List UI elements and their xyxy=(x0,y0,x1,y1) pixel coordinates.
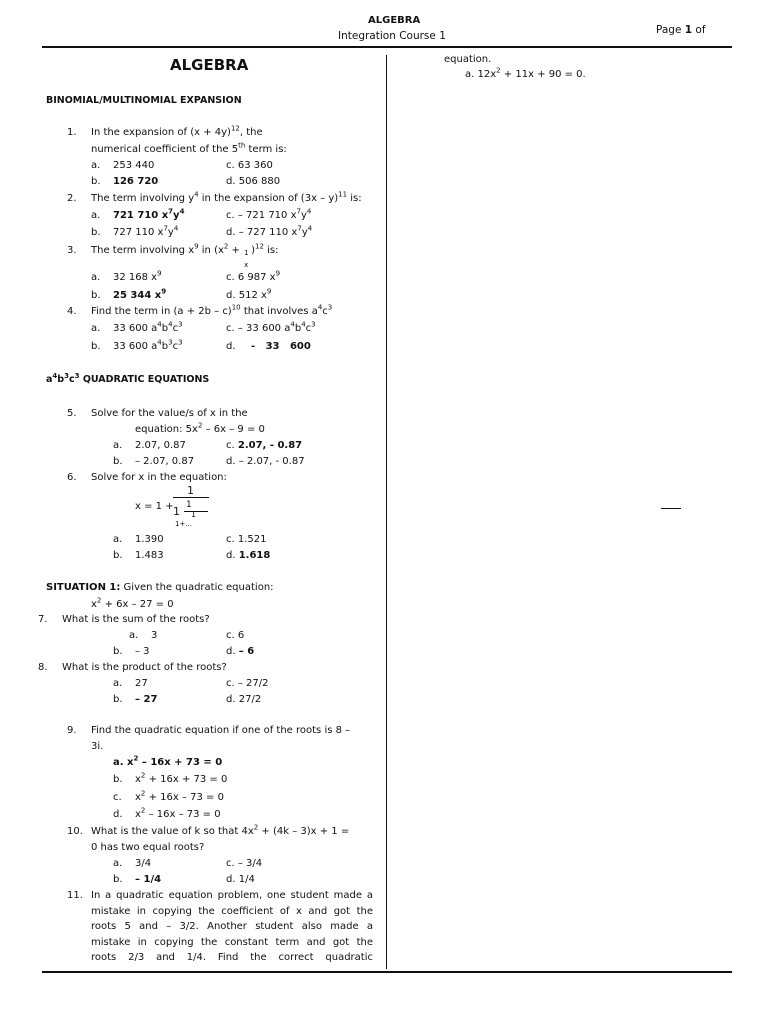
q3-s1: 9 xyxy=(194,242,199,251)
q4-c-e2: 4 xyxy=(301,320,306,329)
q4-choice-c xyxy=(226,320,316,334)
q8-choice-c xyxy=(226,678,269,689)
q4-number: 4. xyxy=(67,306,77,317)
q6-text: Solve for x in the equation: xyxy=(91,472,227,483)
rc-ans: a. 12x xyxy=(465,69,497,80)
sec2-e3: 3 xyxy=(74,371,80,380)
q1-line2 xyxy=(91,141,287,155)
letter-c: c. xyxy=(226,272,235,283)
q2-number: 2. xyxy=(67,193,77,204)
q4-c-c: c xyxy=(305,323,312,334)
q11-line-4: mistake in copying the constant term and got the xyxy=(91,937,373,948)
q9-c-sup: 2 xyxy=(140,789,146,798)
q9-line1: Find the quadratic equation if one of the roots is 8 – xyxy=(91,725,351,736)
letter-d: d. xyxy=(226,694,236,705)
q3-b-text: 25 344 x xyxy=(113,290,162,301)
q9-b-end: + 16x + 73 = 0 xyxy=(145,774,228,785)
q3-b-exp: 9 xyxy=(161,287,167,296)
q5-line1: Solve for the value/s of x in the xyxy=(91,408,248,419)
q5-l2e: – 6x – 9 = 0 xyxy=(202,424,265,435)
q6-choice-b-letter: b. xyxy=(113,550,123,561)
q6-continued-fraction xyxy=(135,484,225,532)
q1-sup2: th xyxy=(238,141,246,150)
q3-s3: 12 xyxy=(255,242,264,251)
q4-a-e2: 4 xyxy=(168,320,173,329)
q7-c-text: 6 xyxy=(237,630,245,641)
q9-b-sup: 2 xyxy=(140,771,146,780)
q7-text: What is the sum of the roots? xyxy=(62,614,210,625)
q3-frac-den: x xyxy=(244,261,249,269)
q1-text2: numerical coefficient of the 5 xyxy=(91,144,239,155)
q7-choice-b: – 3 xyxy=(135,646,150,657)
q10-choice-d xyxy=(226,874,255,885)
q9-line2: 3i. xyxy=(91,741,104,752)
q10-line1 xyxy=(91,823,350,837)
q5-c-text: 2.07, - 0.87 xyxy=(237,440,303,451)
q3-choice-c xyxy=(226,269,281,283)
q2-a-ey: 4 xyxy=(179,207,185,216)
q1-text2-end: term is: xyxy=(245,144,287,155)
q3-d-exp: 9 xyxy=(266,287,272,296)
q3-number: 3. xyxy=(67,245,77,256)
q4-t2: that involves a xyxy=(240,306,318,317)
q7-choice-a: 3 xyxy=(151,630,158,641)
q6-num1: 1 xyxy=(187,484,194,497)
q4-choice-b xyxy=(113,338,183,352)
q5-choice-b-letter: b. xyxy=(113,456,123,467)
q2-text xyxy=(91,190,362,204)
q7-choice-c xyxy=(226,630,244,641)
q1-choice-d xyxy=(226,176,280,187)
rc-sup: 2 xyxy=(496,66,501,75)
letter-d: d. xyxy=(226,290,236,301)
q5-choice-a-letter: a. xyxy=(113,440,123,451)
q2-c-ey: 4 xyxy=(306,207,312,216)
q6-choice-a-letter: a. xyxy=(113,534,123,545)
page-prefix: Page xyxy=(656,24,682,36)
q11-line-3: roots 5 and – 3/2. Another student also made a xyxy=(91,921,373,932)
q2-s2: 11 xyxy=(338,190,348,199)
q3-t1: The term involving x xyxy=(91,245,195,256)
letter-c: c. xyxy=(226,440,235,451)
q4-c-b: b xyxy=(294,323,302,334)
q11-line-1: In a quadratic equation problem, one student made a xyxy=(91,890,373,901)
q5-choice-a: 2.07, 0.87 xyxy=(135,440,186,451)
q8-c-text: – 27/2 xyxy=(237,678,269,689)
q1-choice-b: 126 720 xyxy=(113,176,159,187)
q10-choice-b-letter: b. xyxy=(113,874,123,885)
situation-equation xyxy=(91,596,174,610)
sec2-a: a xyxy=(46,374,53,385)
q5-l2: equation: 5x xyxy=(135,424,198,435)
q11-line-2: mistake in copying the coefficient of x and got the xyxy=(91,906,373,917)
q3-frac-num: 1 xyxy=(244,249,249,257)
q4-c-e3: 3 xyxy=(311,320,316,329)
q10-c-text: – 3/4 xyxy=(237,858,263,869)
right-col-answer xyxy=(465,66,586,80)
letter-d: d. xyxy=(226,176,236,187)
q9-choice-a xyxy=(113,754,223,768)
q2-b-ex: 7 xyxy=(163,224,168,233)
q6-num3: 1 xyxy=(186,500,192,510)
q1-choice-c xyxy=(226,160,273,171)
q2-a-text: 721 710 x xyxy=(113,210,169,221)
q8-choice-d xyxy=(226,694,261,705)
rc-end: + 11x + 90 = 0. xyxy=(500,69,586,80)
q3-choice-a-letter: a. xyxy=(91,272,101,283)
q10-line2: 0 has two equal roots? xyxy=(91,842,205,853)
q5-line2 xyxy=(135,421,265,435)
q4-s3: 3 xyxy=(327,303,333,312)
q5-choice-b: – 2.07, 0.87 xyxy=(135,456,195,467)
q1-sup: 12 xyxy=(230,124,240,133)
q3-t3: + xyxy=(228,245,244,256)
letter-c: c. xyxy=(226,858,235,869)
q9-choice-d-letter: d. xyxy=(113,809,123,820)
q2-c-ex: 7 xyxy=(296,207,301,216)
q8-text: What is the product of the roots? xyxy=(62,662,227,673)
q3-s2: 2 xyxy=(223,242,229,251)
q8-choice-b-letter: b. xyxy=(113,694,123,705)
q2-b-ey: 4 xyxy=(173,224,179,233)
q4-a-c: c xyxy=(172,323,179,334)
q5-choice-c xyxy=(226,440,302,451)
q2-d-text: – 727 110 x xyxy=(238,227,298,238)
letter-c: c. xyxy=(226,210,235,221)
q8-d-text: 27/2 xyxy=(238,694,262,705)
sit-x: x xyxy=(91,599,97,610)
q5-l2s: 2 xyxy=(197,421,203,430)
q1-text: In the expansion of (x + 4y) xyxy=(91,127,231,138)
q9-d-sup: 2 xyxy=(140,806,146,815)
q3-d-text: 512 x xyxy=(238,290,267,301)
q2-d-ex: 7 xyxy=(297,224,302,233)
q9-choice-b-letter: b. xyxy=(113,774,123,785)
q7-number: 7. xyxy=(38,614,48,625)
q4-b-e2: 3 xyxy=(168,338,173,347)
q6-c-text: 1.521 xyxy=(237,534,267,545)
q6-choice-c xyxy=(226,534,267,545)
q3-t5: is: xyxy=(263,245,279,256)
q2-c-y: y xyxy=(300,210,307,221)
q9-a-sup: 2 xyxy=(133,754,139,763)
q7-choice-d xyxy=(226,646,254,657)
q6-number: 6. xyxy=(67,472,77,483)
q6-num4: 1 xyxy=(191,510,197,519)
sec2-c: c xyxy=(68,374,75,385)
stray-dash xyxy=(661,508,681,509)
q6-bar1 xyxy=(173,497,209,498)
q10-choice-b: – 1/4 xyxy=(135,874,162,885)
q10-choice-a: 3/4 xyxy=(135,858,152,869)
q9-d-x: x xyxy=(135,809,141,820)
q9-a-x: x xyxy=(127,757,134,768)
q6-den: 1+... xyxy=(175,520,192,528)
q2-t3: is: xyxy=(347,193,362,204)
q10-d-text: 1/4 xyxy=(238,874,255,885)
q4-b-e1: 4 xyxy=(157,338,162,347)
situation-heading xyxy=(46,582,274,593)
q2-b-y: y xyxy=(167,227,174,238)
q10-sup: 2 xyxy=(253,823,259,832)
q3-choice-a xyxy=(113,269,162,283)
sec2-title: QUADRATIC EQUATIONS xyxy=(82,374,210,385)
q2-choice-c xyxy=(226,207,312,221)
q10-choice-a-letter: a. xyxy=(113,858,123,869)
q11-line-5: roots 2/3 and 1/4. Find the correct quadratic xyxy=(91,952,373,963)
right-col-equation-word: equation. xyxy=(444,54,492,65)
q1-d-text: 506 880 xyxy=(238,176,281,187)
letter-c: c. xyxy=(226,160,235,171)
q2-t2: in the expansion of (3x – y) xyxy=(198,193,339,204)
q7-d-text: – 6 xyxy=(238,646,255,657)
q4-a-e3: 3 xyxy=(178,320,183,329)
q1-choice-a: 253 440 xyxy=(113,160,155,171)
q4-choice-b-letter: b. xyxy=(91,341,101,352)
q9-number: 9. xyxy=(67,725,77,736)
letter-d: d. xyxy=(226,227,236,238)
q2-s1: 4 xyxy=(194,190,199,199)
q4-a-b: b xyxy=(161,323,169,334)
q1-choice-a-letter: a. xyxy=(91,160,101,171)
q4-text xyxy=(91,303,333,317)
header-rule xyxy=(42,46,732,48)
q7-choice-b-letter: b. xyxy=(113,646,123,657)
q4-c-e1: 4 xyxy=(290,320,295,329)
q4-choice-a xyxy=(113,320,183,334)
q6-d-text: 1.618 xyxy=(238,550,271,561)
q2-a-y: y xyxy=(173,210,180,221)
q10-number: 10. xyxy=(67,826,83,837)
sec2-e2: 3 xyxy=(64,371,69,380)
q4-choice-d: - 33 600 xyxy=(251,341,311,352)
q4-s2: 4 xyxy=(317,303,323,312)
section-heading-binomial: BINOMIAL/MULTINOMIAL EXPANSION xyxy=(46,95,242,106)
q4-b-c: c xyxy=(172,341,179,352)
q8-choice-a-letter: a. xyxy=(113,678,123,689)
q2-t1: The term involving y xyxy=(91,193,195,204)
situation-label: SITUATION 1: xyxy=(46,582,121,593)
q1-choice-b-letter: b. xyxy=(91,176,101,187)
q2-d-y: y xyxy=(301,227,308,238)
q8-choice-b: – 27 xyxy=(135,694,158,705)
footer-rule xyxy=(42,971,732,973)
q3-t4: ) xyxy=(251,245,256,256)
q4-b-text: 33 600 a xyxy=(113,341,158,352)
sit-sup: 2 xyxy=(96,596,102,605)
section-heading-quadratic xyxy=(46,371,210,385)
q4-b-e3: 3 xyxy=(178,338,183,347)
q7-choice-a-letter: a. xyxy=(129,630,139,641)
q4-c-text: – 33 600 a xyxy=(237,323,291,334)
q4-t3: c xyxy=(322,306,328,317)
q3-c-text: 6 987 x xyxy=(237,272,276,283)
q9-choice-c-letter: c. xyxy=(113,792,122,803)
letter-d: d. xyxy=(226,646,236,657)
sec2-e1: 4 xyxy=(52,371,58,380)
q6-choice-a: 1.390 xyxy=(135,534,164,545)
q6-choice-b: 1.483 xyxy=(135,550,164,561)
q1-number: 1. xyxy=(67,127,77,138)
q1-c-text: 63 360 xyxy=(237,160,273,171)
document-title: ALGEBRA xyxy=(170,56,249,74)
q3-c-exp: 9 xyxy=(275,269,281,278)
q9-d-end: – 16x – 73 = 0 xyxy=(145,809,221,820)
letter-c: c. xyxy=(226,678,235,689)
q4-t1: Find the term in (a + 2b – c) xyxy=(91,306,232,317)
q9-c-x: x xyxy=(135,792,141,803)
q9-choice-d xyxy=(135,806,221,820)
q9-a-end: – 16x + 73 = 0 xyxy=(138,757,223,768)
q6-choice-d xyxy=(226,550,270,561)
q4-choice-a-letter: a. xyxy=(91,323,101,334)
q4-a-e1: 4 xyxy=(157,320,162,329)
q3-choice-b-letter: b. xyxy=(91,290,101,301)
header-subtitle: Integration Course 1 xyxy=(338,30,446,42)
q10-choice-c xyxy=(226,858,262,869)
q10-l1: What is the value of k so that 4x xyxy=(91,826,254,837)
q9-c-end: + 16x – 73 = 0 xyxy=(145,792,224,803)
sec2-b: b xyxy=(57,374,65,385)
q2-b-text: 727 110 x xyxy=(113,227,164,238)
column-divider xyxy=(386,55,387,969)
q3-text xyxy=(91,242,279,269)
q3-a-text: 32 168 x xyxy=(113,272,158,283)
situation-text: Given the quadratic equation: xyxy=(120,582,274,593)
q2-choice-a xyxy=(113,207,185,221)
page-indicator xyxy=(656,24,706,36)
letter-d: d. xyxy=(226,550,236,561)
letter-c: c. xyxy=(226,534,235,545)
q9-choice-c xyxy=(135,789,224,803)
q2-d-ey: 4 xyxy=(307,224,313,233)
letter-c: c. xyxy=(226,630,235,641)
q9-choice-b xyxy=(135,771,228,785)
q5-number: 5. xyxy=(67,408,77,419)
header-title: ALGEBRA xyxy=(368,15,421,26)
letter-c: c. xyxy=(226,323,235,334)
q10-l1e: + (4k – 3)x + 1 = xyxy=(258,826,350,837)
q2-choice-d xyxy=(226,224,313,238)
q2-choice-b xyxy=(113,224,179,238)
q5-choice-d xyxy=(226,456,305,467)
letter-a: a. xyxy=(113,757,124,768)
q6-num2: 1 xyxy=(173,505,180,518)
page-number: 1 xyxy=(684,24,693,36)
page-suffix: of xyxy=(695,24,706,36)
q4-a-text: 33 600 a xyxy=(113,323,158,334)
q1-text-end: , the xyxy=(239,127,263,138)
letter-d: d. xyxy=(226,874,236,885)
q4-choice-d-letter: d. xyxy=(226,341,236,352)
q4-s1: 10 xyxy=(231,303,241,312)
q8-choice-a: 27 xyxy=(135,678,148,689)
q5-d-text: – 2.07, - 0.87 xyxy=(238,456,305,467)
q1-line1 xyxy=(91,124,263,138)
letter-d: d. xyxy=(226,456,236,467)
q3-choice-b xyxy=(113,287,167,301)
q3-t2: in (x xyxy=(198,245,224,256)
q2-choice-a-letter: a. xyxy=(91,210,101,221)
q9-b-x: x xyxy=(135,774,141,785)
q8-number: 8. xyxy=(38,662,48,673)
q11-number: 11. xyxy=(67,890,83,901)
sit-end: + 6x – 27 = 0 xyxy=(101,599,174,610)
q2-a-ex: 7 xyxy=(168,207,174,216)
q3-a-exp: 9 xyxy=(157,269,162,278)
q3-choice-d xyxy=(226,287,272,301)
q2-choice-b-letter: b. xyxy=(91,227,101,238)
q4-b-b: b xyxy=(161,341,169,352)
q6-eq-left: x = 1 + xyxy=(135,501,174,512)
q2-c-text: – 721 710 x xyxy=(237,210,297,221)
